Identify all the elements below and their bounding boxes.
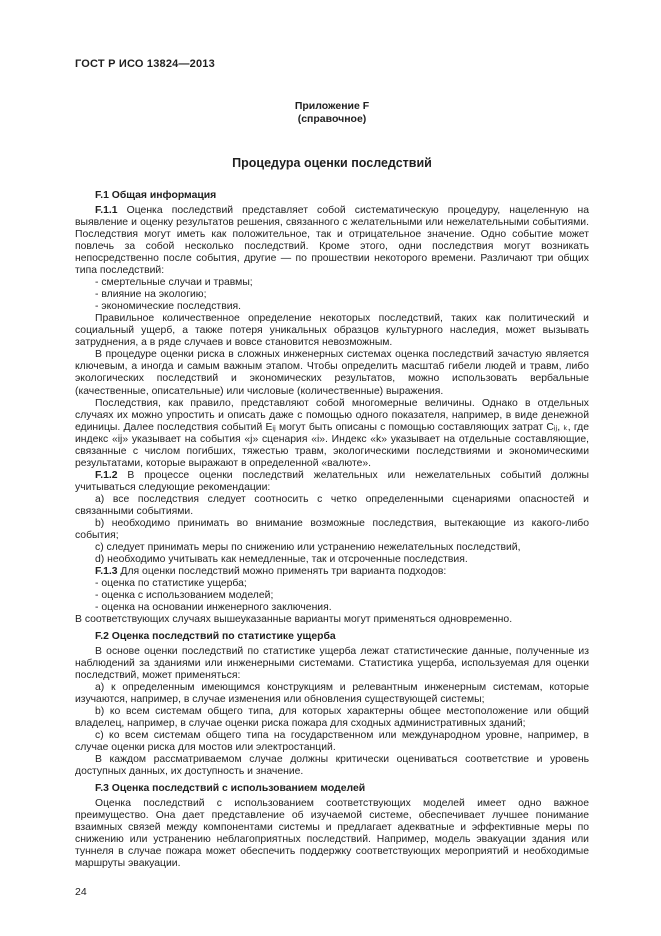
paragraph: a) к определенным имеющимся конструкциям и релевантным инженерным системам, которые изучаются, например, в случае изменения или обновления существующей системы;	[75, 681, 589, 705]
paragraph: Правильное количественное определение некоторых последствий, таких как политический и социальный ущерб, а также потеря уникальных образцов культурного наследия, может вызывать затруднения, а в ряде случаев и вовсе становится невозможным.	[75, 313, 589, 349]
annex-type: (справочное)	[297, 113, 367, 126]
list-item: - оценка по статистике ущерба;	[95, 577, 247, 589]
annex-block	[75, 100, 589, 126]
paragraph: c) следует принимать меры по снижению или устранению нежелательных последствий,	[95, 541, 521, 553]
paragraph: F.1.1 Оценка последствий представляет собой систематическую процедуру, нацеленную на выявление и оценку результатов решения, связанного с желательными или нежелательными событиями. Последствия могут иметь как положительное, так и отрицательное значение. Одно событие может повлечь за собой несколько последствий. Кроме этого, одни последствия могут возникать непосредственно после события, другие — по прошествии некоторого времени. Различают три общих типа последствий:	[75, 205, 589, 277]
paragraph: F.1.2 В процессе оценки последствий желательных или нежелательных событий должны учитываться следующие рекомендации:	[75, 469, 589, 493]
paragraph: c) ко всем системам общего типа на государственном или международном уровне, например, в случае оценки риска для мостов или электростанций.	[75, 729, 589, 753]
paragraph: В процедуре оценки риска в сложных инженерных системах оценка последствий зачастую является ключевым, а иногда и самым важным этапом. Чтобы определить масштаб гибели людей и травм, либо экологических последствий и экономических результатов, можно использовать вербальные (качественные, описательные) или числовые (количественные) выражения.	[75, 349, 589, 397]
clause-number: F.1.1	[95, 205, 127, 217]
list-item: - оценка на основании инженерного заключения.	[95, 601, 332, 613]
section-heading: F.1 Общая информация	[95, 190, 217, 202]
paragraph: F.1.3 Для оценки последствий можно применять три варианта подходов:	[95, 565, 447, 577]
paragraph: В каждом рассматриваемом случае должны критически оцениваться соответствие и уровень доступных данных, их доступность и значение.	[75, 753, 589, 777]
paragraph: b) ко всем системам общего типа, для которых характерны общее местоположение или общий владелец, например, в случае оценки риска пожара для сходных административных зданий;	[75, 705, 589, 729]
paragraph: В основе оценки последствий по статистике ущерба лежат статистические данные, полученные из наблюдений за зданиями или инженерными системами. Статистика ущерба, используемая для оценки последствий, может применяться:	[75, 645, 589, 681]
list-item: - оценка с использованием моделей;	[95, 589, 274, 601]
page-number: 24	[75, 886, 87, 899]
list-item: - смертельные случаи и травмы;	[95, 277, 253, 289]
clause-number: F.1.2	[95, 469, 128, 481]
paragraph: Последствия, как правило, представляют собой многомерные величины. Однако в отдельных случаях их можно упростить и описать даже с помощью одного показателя, например, в виде денежной единицы. Далее последствия событий Eᵢⱼ могут быть описаны с помощью составляющих затрат Cᵢⱼ, ₖ, где индекс «ij» указывает на события «j» сценария «i». Индекс «k» указывает на отдельные составляющие, связанные с числом погибших, тяжестью травм, экологическими последствиями и экономическими результатами, которые выражают в определенной «валюте».	[75, 397, 589, 469]
paragraph: В соответствующих случаях вышеуказанные варианты могут применяться одновременно.	[75, 613, 513, 625]
section-heading: F.3 Оценка последствий с использованием моделей	[95, 783, 366, 794]
document-number: ГОСТ Р ИСО 13824—2013	[75, 58, 215, 70]
paragraph: d) необходимо учитывать как немедленные, так и отсроченные последствия.	[95, 553, 468, 565]
section-heading: F.2 Оценка последствий по статистике ущерба	[95, 630, 336, 642]
paragraph: Оценка последствий с использованием соответствующих моделей имеет одно важное преимущество. Она дает представление об изучаемой системе, обеспечивает лучшее понимание взаимных связей между компонентами системы и предлагает адекватные и эффективные меры по снижению или устранению неблагоприятных последствий. Например, модель эвакуации здания или туннеля в случае пожара может обеспечить поддержку соответствующих мероприятий и необходимые маршруты эвакуации.	[75, 798, 589, 870]
list-item: - влияние на экологию;	[95, 289, 207, 301]
page-title: Процедура оценки последствий	[232, 156, 432, 171]
paragraph: a) все последствия следует соотносить с четко определенными сценариями опасностей и связанными событиями.	[75, 493, 589, 517]
list-item: - экономические последствия.	[95, 301, 242, 313]
clause-number: F.1.3	[95, 565, 121, 577]
paragraph: b) необходимо принимать во внимание возможные последствия, вытекающие из какого-либо события;	[75, 517, 589, 541]
document-body	[75, 190, 589, 870]
annex-name: Приложение F	[294, 100, 370, 112]
